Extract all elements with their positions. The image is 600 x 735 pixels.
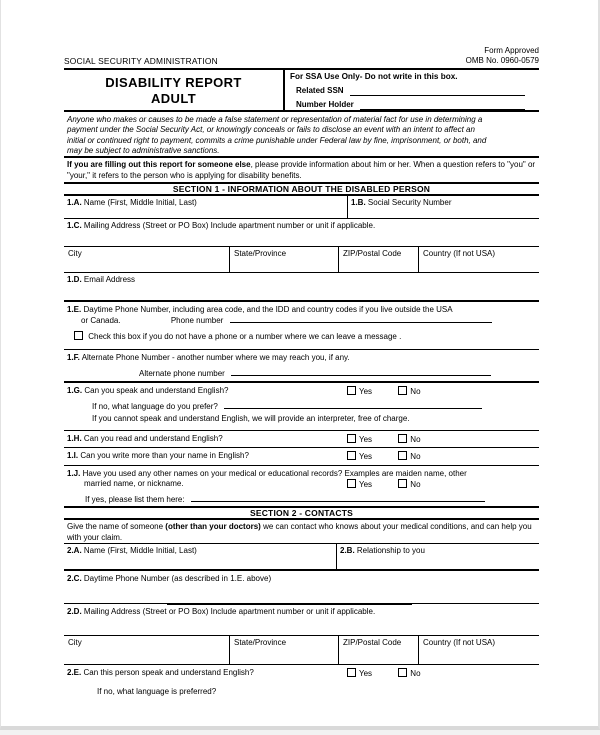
field-1e-number: 1.E. (67, 305, 82, 314)
form-title-line1: DISABILITY REPORT (105, 75, 242, 90)
number-holder-row (290, 98, 535, 110)
field-1j-no-label: No (410, 480, 421, 489)
city-label-2: City (68, 638, 82, 647)
no-phone-checkbox[interactable] (74, 331, 83, 340)
state-label-2: State/Province (234, 638, 287, 647)
field-1j-if-yes-row (67, 494, 536, 505)
field-1j-if-yes-label: If yes, please list them here: (85, 495, 185, 504)
zip-label-2: ZIP/Postal Code (343, 638, 402, 647)
field-1c-mailing-address[interactable] (64, 219, 539, 247)
field-1g-if-no-label: If no, what language do you prefer? (92, 402, 218, 411)
field-1e-label: Daytime Phone Number, including area code, and the IDD and country codes if you live outside the USA (83, 305, 453, 314)
field-1i-number: 1.I. (67, 451, 79, 460)
field-2e-no-checkbox[interactable] (398, 668, 407, 677)
state-label-1: State/Province (234, 249, 287, 258)
field-1i-label: Can you write more than your name in English? (80, 451, 249, 460)
field-1g-yes-no (347, 386, 421, 397)
section1-heading: SECTION 1 - INFORMATION ABOUT THE DISABLED PERSON (64, 184, 539, 196)
legal-line-2: payment under the Social Security Act, or knowingly conceals or fails to disclose an event with an intent to affect an (67, 125, 475, 135)
field-1h-read-english (64, 431, 539, 448)
related-ssn-label: Related SSN (296, 86, 344, 95)
field-1a-number: 1.A. (67, 198, 82, 207)
field-1j-label: Have you used any other names on your medical or educational records? Examples are maiden name, other (82, 469, 467, 478)
form-header (64, 0, 539, 68)
field-2c-label: Daytime Phone Number (as described in 1.E. above) (83, 574, 272, 583)
field-1e-daytime-phone (64, 302, 539, 350)
related-ssn-line[interactable] (350, 87, 525, 96)
field-2a-label: Name (First, Middle Initial, Last) (83, 546, 197, 555)
field-1g-no-label: No (410, 387, 421, 396)
field-1h-no-checkbox[interactable] (398, 434, 407, 443)
country-cell-2[interactable] (418, 636, 539, 664)
number-holder-line[interactable] (360, 101, 525, 110)
country-cell-1[interactable] (418, 247, 539, 272)
number-holder-label: Number Holder (296, 100, 354, 109)
field-1a-name[interactable] (64, 196, 347, 218)
section2-intro (64, 520, 539, 544)
field-1g-no-checkbox[interactable] (398, 386, 407, 395)
field-1b-label: Social Security Number (367, 198, 452, 207)
field-1j-line2: married name, or nickname. (84, 479, 184, 488)
field-1b-ssn[interactable] (347, 196, 539, 218)
field-2d-mailing-address[interactable] (64, 604, 539, 636)
field-2b-relationship[interactable] (336, 544, 539, 569)
field-1g-question (67, 386, 536, 396)
field-1j-other-names (64, 466, 539, 508)
field-1g-interpreter-note: If you cannot speak and understand English, we will provide an interpreter, free of charge. (92, 414, 410, 423)
field-1d-number: 1.D. (67, 275, 82, 284)
city-label-1: City (68, 249, 82, 258)
form-approval (466, 46, 539, 66)
field-2c-line1 (67, 574, 536, 584)
field-2d-label: Mailing Address (Street or PO Box) Include apartment number or unit if applicable. (83, 607, 376, 616)
legal-notice (64, 112, 539, 158)
field-1g-yes-label: Yes (359, 387, 373, 396)
section2-intro-bold: (other than your doctors) (165, 522, 261, 531)
filling-note (64, 158, 539, 184)
field-1e-label2: or Canada. (81, 316, 121, 325)
state-cell-2[interactable] (229, 636, 338, 664)
field-2c-number: 2.C. (67, 574, 82, 583)
city-row-1 (64, 247, 539, 273)
field-1h-no-label: No (410, 435, 421, 444)
field-1f-alternate-phone (64, 350, 539, 383)
field-2e-number: 2.E. (67, 668, 82, 677)
field-1i-yes-label: Yes (359, 452, 373, 461)
field-1e-line1 (67, 305, 536, 315)
field-2e-yes-checkbox[interactable] (347, 668, 356, 677)
zip-label-1: ZIP/Postal Code (343, 249, 402, 258)
field-1i-yes-checkbox[interactable] (347, 451, 356, 460)
phone-number-line[interactable] (230, 315, 492, 323)
related-ssn-row (290, 84, 535, 96)
legal-line-1: Anyone who makes or causes to be made a false statement or representation of material fact for use in determining a (67, 115, 483, 124)
field-1j-no-checkbox[interactable] (398, 479, 407, 488)
field-2a-name[interactable] (64, 544, 336, 569)
field-1g-label: Can you speak and understand English? (84, 386, 229, 395)
alternate-phone-label: Alternate phone number (139, 369, 225, 378)
field-2b-number: 2.B. (340, 546, 355, 555)
section2-heading: SECTION 2 - CONTACTS (64, 508, 539, 520)
field-1b-number: 1.B. (351, 198, 366, 207)
filling-note-bold: If you are filling out this report for someone else (67, 160, 251, 169)
field-1j-yes-no (347, 479, 421, 490)
field-1g-yes-checkbox[interactable] (347, 386, 356, 395)
field-1i-write-english (64, 448, 539, 466)
field-2e-yes-no (347, 668, 421, 679)
field-1f-label: Alternate Phone Number - another number where we may reach you, if any. (81, 353, 350, 362)
city-cell-1[interactable] (64, 247, 229, 272)
field-2e-if-no-label: If no, what language is preferred? (97, 687, 217, 696)
field-1c-label: Mailing Address (Street or PO Box) Include apartment number or unit if applicable. (83, 221, 376, 230)
omb-number: OMB No. 0960-0579 (465, 56, 539, 65)
field-1d-label: Email Address (83, 275, 136, 284)
form-title-line2: ADULT (150, 91, 197, 106)
zip-cell-2[interactable] (338, 636, 418, 664)
ssa-use-only-heading: For SSA Use Only- Do not write in this box. (290, 72, 458, 81)
field-1i-no-label: No (410, 452, 421, 461)
field-2a-number: 2.A. (67, 546, 82, 555)
country-label-1: Country (If not USA) (423, 249, 496, 258)
field-1j-line1 (67, 469, 536, 479)
field-1h-yes-checkbox[interactable] (347, 434, 356, 443)
field-2e-speak-english (64, 665, 539, 735)
field-1g-if-no-row (67, 401, 536, 412)
field-1j-yes-checkbox[interactable] (347, 479, 356, 488)
state-cell-1[interactable] (229, 247, 338, 272)
field-2e-no-label: No (410, 669, 421, 678)
phone-number-label: Phone number (170, 316, 224, 325)
country-label-2: Country (If not USA) (423, 638, 496, 647)
legal-line-4: may be subject to administrative sanctions. (67, 145, 220, 155)
field-1h-number: 1.H. (67, 434, 82, 443)
field-1f-number: 1.F. (67, 353, 80, 362)
ssa-use-only-box (283, 70, 539, 110)
other-names-line[interactable] (191, 494, 485, 502)
no-phone-row (67, 331, 536, 342)
field-1d-email[interactable] (64, 273, 539, 302)
filling-note-rest: , please provide information about him or her. When a question refers to "you" or "your," it refers to the person who is applying for disability benefits. (67, 160, 536, 180)
row-1a-1b (64, 196, 539, 219)
city-cell-2[interactable] (64, 636, 229, 664)
field-1g-number: 1.G. (67, 386, 83, 395)
field-2e-label: Can this person speak and understand English? (83, 668, 254, 677)
field-1f-line2 (67, 368, 536, 379)
row-2a-2b (64, 544, 539, 571)
field-1i-yes-no (347, 451, 421, 462)
field-2e-yes-label: Yes (359, 669, 373, 678)
agency-name: SOCIAL SECURITY ADMINISTRATION (64, 56, 218, 66)
field-1a-label: Name (First, Middle Initial, Last) (83, 198, 197, 207)
field-1h-yes-no (347, 434, 421, 445)
field-1g-speak-english (64, 383, 539, 431)
form-title (64, 70, 283, 110)
alternate-phone-line[interactable] (231, 368, 491, 376)
city-row-2 (64, 636, 539, 665)
field-1j-number: 1.J. (67, 469, 81, 478)
field-1i-no-checkbox[interactable] (398, 451, 407, 460)
field-1h-yes-label: Yes (359, 435, 373, 444)
legal-line-3: initial or continued right to payment, commits a crime punishable under Federal law by fine, imprisonment, or both, and (67, 135, 487, 145)
section2-intro-post: we can contact who knows about your medical conditions, and can help you with your claim. (67, 522, 532, 542)
field-1j-yes-label: Yes (359, 480, 373, 489)
field-1h-label: Can you read and understand English? (83, 434, 223, 443)
form-approved-text: Form Approved (484, 46, 539, 55)
field-1e-line2 (67, 315, 536, 326)
title-box (64, 68, 539, 112)
field-1f-line1 (67, 353, 536, 363)
form-content (64, 0, 539, 735)
field-1c-number: 1.C. (67, 221, 82, 230)
language-prefer-line[interactable] (224, 401, 482, 409)
field-2e-question (67, 668, 536, 678)
section2-intro-pre: Give the name of someone (67, 522, 166, 531)
field-2c-daytime-phone (64, 571, 539, 604)
no-phone-label: Check this box if you do not have a phone or a number where we can leave a message . (88, 332, 402, 341)
zip-cell-1[interactable] (338, 247, 418, 272)
field-2b-label: Relationship to you (356, 546, 425, 555)
field-2d-number: 2.D. (67, 607, 82, 616)
